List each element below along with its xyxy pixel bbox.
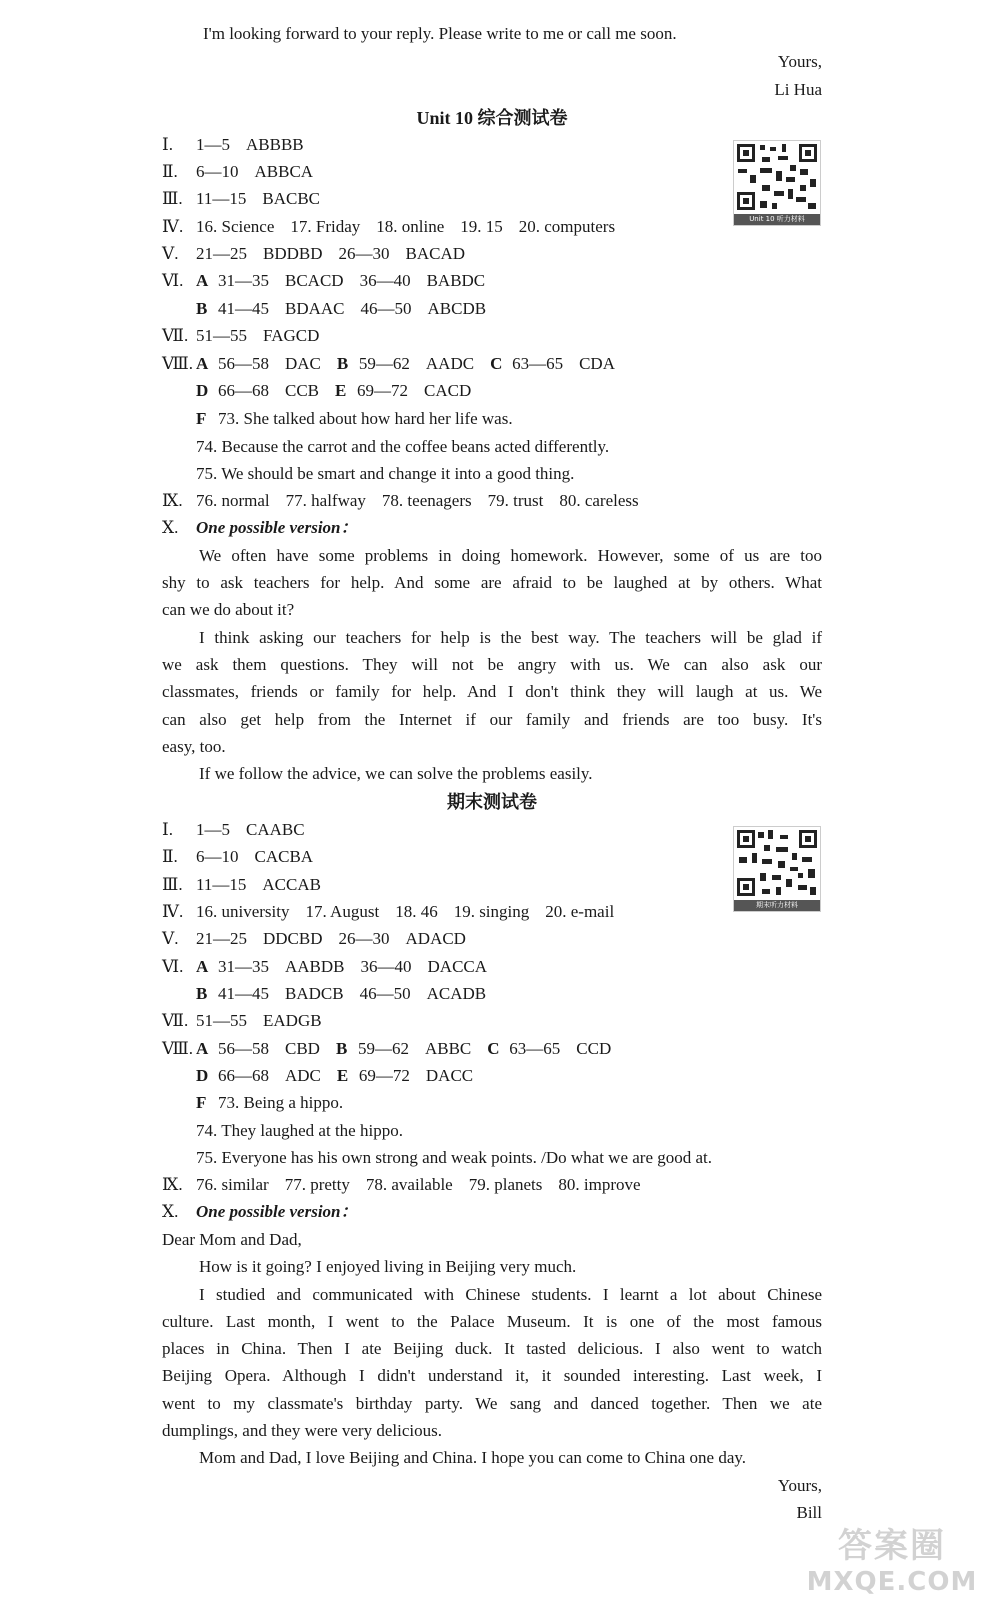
final-section-3 xyxy=(162,875,321,895)
roman-numeral: Ⅵ. xyxy=(162,271,184,290)
answer-letters: DACC xyxy=(425,1066,474,1085)
unit10-section-8-row2 xyxy=(196,381,471,401)
final-essay-p2-l5: went to my classmate's birthday party. We sang and danced together. Then we ate xyxy=(162,1394,822,1413)
final-exam-title xyxy=(162,792,822,813)
final-section-2 xyxy=(162,847,313,867)
final-section-10-label xyxy=(162,1202,358,1222)
answer-item: 16. Science xyxy=(196,217,275,236)
roman-numeral: Ⅷ. xyxy=(162,354,194,373)
answer-letters: ACCAB xyxy=(262,875,321,894)
answer-letters: CBD xyxy=(285,1039,320,1058)
final-qr-caption: 期末听力材料 xyxy=(734,900,820,911)
answer-letters: FAGCD xyxy=(263,326,320,345)
unit10-section-10-label xyxy=(162,518,358,538)
unit10-essay-p2-l5: easy, too. xyxy=(162,737,226,756)
answer-letters: AABDB xyxy=(285,957,345,976)
question-range: 21—25 xyxy=(196,244,247,263)
watermark-top-text: 答案圈 xyxy=(838,1526,946,1566)
unit10-title-en: Unit 10 xyxy=(416,108,473,128)
final-section-8-f74: 74. They laughed at the hippo. xyxy=(196,1121,403,1140)
unit10-essay-p3: If we follow the advice, we can solve the problems easily. xyxy=(199,764,593,783)
answer-letters: BDAAC xyxy=(285,299,345,318)
final-essay-p2-l3: places in China. Then I ate Beijing duck. It tasted delicious. I also went to watch xyxy=(162,1339,822,1358)
unit10-section-2 xyxy=(162,162,313,182)
answer-letters: CACBA xyxy=(254,847,314,866)
question-range: 69—72 xyxy=(358,1066,410,1085)
question-range: 11—15 xyxy=(196,189,247,208)
answer-item: 20. computers xyxy=(518,217,616,236)
answer-letters: DDCBD xyxy=(263,929,323,948)
answer-sentence: 73. Being a hippo. xyxy=(218,1093,344,1112)
roman-numeral: Ⅶ. xyxy=(162,1011,189,1030)
unit10-essay-p2-l1: I think asking our teachers for help is the best way. The teachers will be glad if xyxy=(199,628,822,647)
answer-letters: ABBC xyxy=(424,1039,472,1058)
unit10-section-8-f74: 74. Because the carrot and the coffee beans acted differently. xyxy=(196,437,610,456)
final-section-5 xyxy=(162,929,466,949)
unit10-section-5 xyxy=(162,244,465,264)
unit10-title-zh: 综合测试卷 xyxy=(477,108,568,129)
answer-letters: CCD xyxy=(576,1039,612,1058)
part-label: A xyxy=(196,354,209,373)
answer-item: 19. 15 xyxy=(460,217,503,236)
answer-letters: CCB xyxy=(285,381,320,400)
question-range: 46—50 xyxy=(360,299,412,318)
answer-letters: BACBC xyxy=(262,189,321,208)
roman-numeral: Ⅲ. xyxy=(162,875,183,894)
answer-item: 80. improve xyxy=(558,1175,641,1194)
letter-closing-line: I'm looking forward to your reply. Please write to me or call me soon. xyxy=(203,24,677,43)
unit10-section-3 xyxy=(162,189,320,209)
roman-numeral: Ⅵ. xyxy=(162,957,184,976)
question-range: 26—30 xyxy=(338,244,390,263)
answer-letters: BDDBD xyxy=(263,244,323,263)
final-section-7 xyxy=(162,1011,322,1031)
question-range: 51—55 xyxy=(196,1011,247,1030)
part-label: B xyxy=(336,354,349,373)
unit10-essay-p1-l1: We often have some problems in doing homework. However, some of us are too xyxy=(199,546,822,565)
question-range: 1—5 xyxy=(196,135,230,154)
site-watermark xyxy=(802,1518,982,1597)
unit10-essay-p2-l2: we ask them questions. They will not be angry with us. We can also ask our xyxy=(162,655,822,674)
answer-item: 79. trust xyxy=(487,491,544,510)
unit10-qr-code[interactable] xyxy=(733,140,821,226)
roman-numeral: Ⅶ. xyxy=(162,326,189,345)
final-essay-p3: Mom and Dad, I love Beijing and China. I hope you can come to China one day. xyxy=(199,1448,747,1467)
final-exam-title-text: 期末测试卷 xyxy=(447,792,537,813)
answer-item: 77. halfway xyxy=(285,491,366,510)
question-range: 6—10 xyxy=(196,847,239,866)
answer-letters: ADC xyxy=(285,1066,321,1085)
part-label: A xyxy=(196,957,209,976)
question-range: 59—62 xyxy=(357,1039,409,1058)
answer-letters: AADC xyxy=(425,354,475,373)
answer-item: 17. Friday xyxy=(290,217,361,236)
final-essay-p2-l2: culture. Last month, I went to the Palace Museum. It is one of the most famous xyxy=(162,1312,822,1331)
question-range: 46—50 xyxy=(359,984,411,1003)
essay-label-colon: ： xyxy=(340,518,358,537)
roman-numeral: Ⅷ. xyxy=(162,1039,194,1058)
part-label: B xyxy=(196,299,208,318)
roman-numeral: Ⅱ. xyxy=(162,847,178,866)
final-essay-sign-off: Yours, xyxy=(777,1476,822,1495)
answer-item: 16. university xyxy=(196,902,290,921)
part-label: A xyxy=(196,1039,209,1058)
roman-numeral: Ⅳ. xyxy=(162,902,184,921)
answer-item: 18. online xyxy=(376,217,445,236)
question-range: 21—25 xyxy=(196,929,247,948)
answer-item: 76. similar xyxy=(196,1175,269,1194)
watermark-bottom-text: MXQE.COM xyxy=(806,1567,978,1597)
question-range: 66—68 xyxy=(218,1066,269,1085)
final-essay-greeting: Dear Mom and Dad, xyxy=(162,1230,302,1249)
answer-item: 76. normal xyxy=(196,491,270,510)
essay-label: One possible version xyxy=(196,1202,341,1221)
answer-letters: ABBBB xyxy=(246,135,304,154)
question-range: 69—72 xyxy=(357,381,409,400)
answer-letters: ADACD xyxy=(405,929,466,948)
part-label: D xyxy=(196,1066,209,1085)
question-range: 26—30 xyxy=(338,929,390,948)
final-section-6b xyxy=(196,984,486,1004)
roman-numeral: Ⅰ. xyxy=(162,820,173,839)
answer-letters: DAC xyxy=(285,354,321,373)
unit10-section-4 xyxy=(162,217,615,237)
letter-sign-off: Yours, xyxy=(777,52,822,71)
question-range: 11—15 xyxy=(196,875,247,894)
answer-item: 77. pretty xyxy=(284,1175,350,1194)
final-section-8-f75: 75. Everyone has his own strong and weak points. /Do what we are good at. xyxy=(196,1148,713,1167)
part-label: B xyxy=(335,1039,348,1058)
qr-code-icon xyxy=(734,827,820,899)
roman-numeral: Ⅹ. xyxy=(162,1202,179,1221)
roman-numeral: Ⅸ. xyxy=(162,491,183,510)
final-essay-p2-l6: dumplings, and they were very delicious. xyxy=(162,1421,442,1440)
question-range: 63—65 xyxy=(509,1039,561,1058)
answer-item: 19. singing xyxy=(453,902,530,921)
answer-item: 18. 46 xyxy=(395,902,438,921)
question-range: 6—10 xyxy=(196,162,239,181)
question-range: 66—68 xyxy=(218,381,269,400)
answer-letters: BADCB xyxy=(285,984,344,1003)
final-essay-p2-l4: Beijing Opera. Although I didn't understand it, it sounded interesting. Last week, I xyxy=(162,1366,822,1385)
question-range: 59—62 xyxy=(358,354,410,373)
roman-numeral: Ⅴ. xyxy=(162,244,179,263)
part-label: C xyxy=(490,354,503,373)
qr-code-icon xyxy=(734,141,820,213)
letter-signature: Li Hua xyxy=(774,80,822,99)
part-label: E xyxy=(336,1066,349,1085)
answer-letters: CAABC xyxy=(246,820,305,839)
unit10-section-8-f75: 75. We should be smart and change it into a good thing. xyxy=(196,464,575,483)
unit10-essay-p2-l4: can also get help from the Internet if our family and friends are too busy. It's xyxy=(162,710,822,729)
unit10-section-7 xyxy=(162,326,319,346)
unit10-qr-caption: Unit 10 听力材料 xyxy=(734,214,820,225)
answer-letters: ACADB xyxy=(426,984,487,1003)
final-essay-p2-l1: I studied and communicated with Chinese students. I learnt a lot about Chinese xyxy=(199,1285,822,1304)
part-label: B xyxy=(196,984,208,1003)
unit10-section-1 xyxy=(162,135,304,155)
unit10-section-6a xyxy=(162,271,485,291)
question-range: 63—65 xyxy=(512,354,564,373)
part-label: A xyxy=(196,271,209,290)
roman-numeral: Ⅹ. xyxy=(162,518,179,537)
part-label: F xyxy=(196,1093,207,1112)
roman-numeral: Ⅲ. xyxy=(162,189,183,208)
answer-letters: ABBCA xyxy=(254,162,314,181)
answer-item: 78. teenagers xyxy=(381,491,472,510)
final-section-8-f73 xyxy=(196,1093,343,1113)
roman-numeral: Ⅰ. xyxy=(162,135,173,154)
unit10-essay-p1-l3: can we do about it? xyxy=(162,600,295,619)
answer-item: 17. August xyxy=(305,902,380,921)
unit10-essay-p2-l3: classmates, friends or family for help. And I don't think they will laugh at us. We xyxy=(162,682,822,701)
answer-letters: DACCA xyxy=(427,957,488,976)
final-section-8-row1 xyxy=(162,1039,611,1059)
answer-letters: BCACD xyxy=(285,271,344,290)
answer-letters: BABDC xyxy=(426,271,486,290)
part-label: F xyxy=(196,409,207,428)
final-section-6a xyxy=(162,957,487,977)
final-section-8-row2 xyxy=(196,1066,473,1086)
final-section-1 xyxy=(162,820,305,840)
question-range: 56—58 xyxy=(218,1039,269,1058)
roman-numeral: Ⅸ. xyxy=(162,1175,183,1194)
question-range: 41—45 xyxy=(218,299,269,318)
answer-item: 79. planets xyxy=(468,1175,543,1194)
question-range: 41—45 xyxy=(218,984,269,1003)
final-section-4 xyxy=(162,902,614,922)
unit10-essay-p1-l2: shy to ask teachers for help. And some are afraid to be laughed at by others. What xyxy=(162,573,822,592)
unit10-section-8-f73 xyxy=(196,409,513,429)
unit10-section-9 xyxy=(162,491,639,511)
essay-label: One possible version xyxy=(196,518,341,537)
final-qr-code[interactable] xyxy=(733,826,821,912)
part-label: E xyxy=(335,381,347,400)
roman-numeral: Ⅳ. xyxy=(162,217,184,236)
answer-letters: CACD xyxy=(424,381,472,400)
question-range: 36—40 xyxy=(360,957,412,976)
final-essay-signature: Bill xyxy=(796,1503,822,1522)
answer-item: 20. e-mail xyxy=(545,902,615,921)
question-range: 31—35 xyxy=(218,271,269,290)
part-label: D xyxy=(196,381,209,400)
question-range: 31—35 xyxy=(218,957,269,976)
question-range: 56—58 xyxy=(218,354,269,373)
final-essay-p1: How is it going? I enjoyed living in Beijing very much. xyxy=(199,1257,577,1276)
final-section-9 xyxy=(162,1175,641,1195)
answer-letters: BACAD xyxy=(405,244,466,263)
part-label: C xyxy=(487,1039,500,1058)
roman-numeral: Ⅴ. xyxy=(162,929,179,948)
answer-item: 80. careless xyxy=(559,491,639,510)
question-range: 36—40 xyxy=(359,271,411,290)
unit10-title xyxy=(162,108,822,129)
answer-item: 78. available xyxy=(365,1175,453,1194)
question-range: 1—5 xyxy=(196,820,230,839)
answer-letters: CDA xyxy=(579,354,615,373)
answer-letters: EADGB xyxy=(263,1011,322,1030)
unit10-section-6b xyxy=(196,299,486,319)
essay-label-colon: ： xyxy=(340,1202,358,1221)
roman-numeral: Ⅱ. xyxy=(162,162,178,181)
unit10-section-8-row1 xyxy=(162,354,615,374)
question-range: 51—55 xyxy=(196,326,247,345)
answer-sentence: 73. She talked about how hard her life was. xyxy=(218,409,513,428)
answer-letters: ABCDB xyxy=(427,299,487,318)
